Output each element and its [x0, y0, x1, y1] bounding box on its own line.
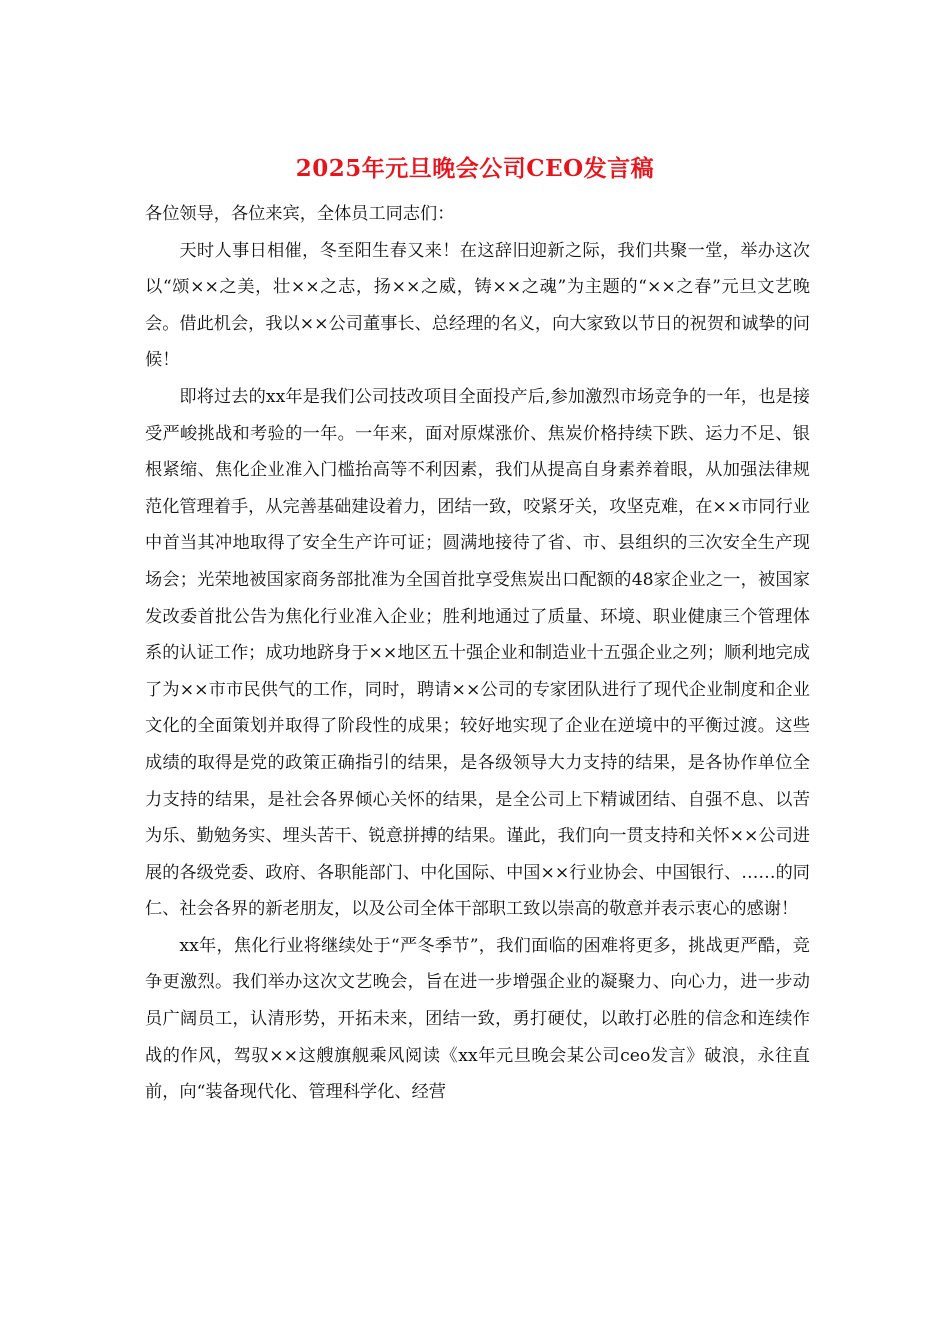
- paragraph-achievements: 即将过去的xx年是我们公司技改项目全面投产后,参加激烈市场竞争的一年，也是接受严峻挑战和考验的一年。一年来，面对原煤涨价、焦炭价格持续下跌、运力不足、银根紧缩、焦化企业准入门槛抬高等不利因素，我们从提高自身素养着眼，从加强法律规范化管理着手，从完善基础建设着力，团结一致，咬紧牙关，攻坚克难，在××市同行业中首当其冲地取得了安全生产许可证；圆满地接待了省、市、县组织的三次安全生产现场会；光荣地被国家商务部批准为全国首批享受焦炭出口配额的48家企业之一，被国家发改委首批公告为焦化行业准入企业；胜利地通过了质量、环境、职业健康三个管理体系的认证工作；成功地跻身于××地区五十强企业和制造业十五强企业之列；顺利地完成了为××市市民供气的工作，同时，聘请××公司的专家团队进行了现代企业制度和企业文化的全面策划并取得了阶段性的成果；较好地实现了企业在逆境中的平衡过渡。这些成绩的取得是党的政策正确指引的结果，是各级领导大力支持的结果，是各协作单位全力支持的结果，是社会各界倾心关怀的结果，是全公司上下精诚团结、自强不息、以苦为乐、勤勉务实、埋头苦干、锐意拼搏的结果。谨此，我们向一贯支持和关怀××公司进展的各级党委、政府、各职能部门、中化国际、中国××行业协会、中国银行、……的同仁、社会各界的新老朋友，以及公司全体干部职工致以崇高的敬意并表示衷心的感谢！: [145, 386, 810, 920]
- paragraph-opening: 天时人事日相催，冬至阳生春又来！在这辞旧迎新之际，我们共聚一堂，举办这次以“颂××之美，壮××之志，扬××之威，铸××之魂”为主题的“××之春”元旦文艺晚会。借此机会，我以××公司董事长、总经理的名义，向大家致以节日的祝贺和诚挚的问候！: [145, 240, 810, 371]
- document-title: 2025年元旦晚会公司CEO发言稿: [295, 155, 655, 182]
- greeting-line: 各位领导，各位来宾，全体员工同志们：: [145, 204, 455, 224]
- document-body: [145, 196, 810, 1111]
- paragraph-outlook: xx年，焦化行业将继续处于“严冬季节”，我们面临的困难将更多，挑战更严酷，竞争更激烈。我们举办这次文艺晚会，旨在进一步增强企业的凝聚力、向心力，进一步动员广阔员工，认清形势，开拓未来，团结一致，勇打硬仗，以敢打必胜的信念和连续作战的作风，驾驭××这艘旗舰乘风阅读《xx年元旦晚会某公司ceo发言》破浪，永往直前，向“装备现代化、管理科学化、经营: [145, 935, 810, 1103]
